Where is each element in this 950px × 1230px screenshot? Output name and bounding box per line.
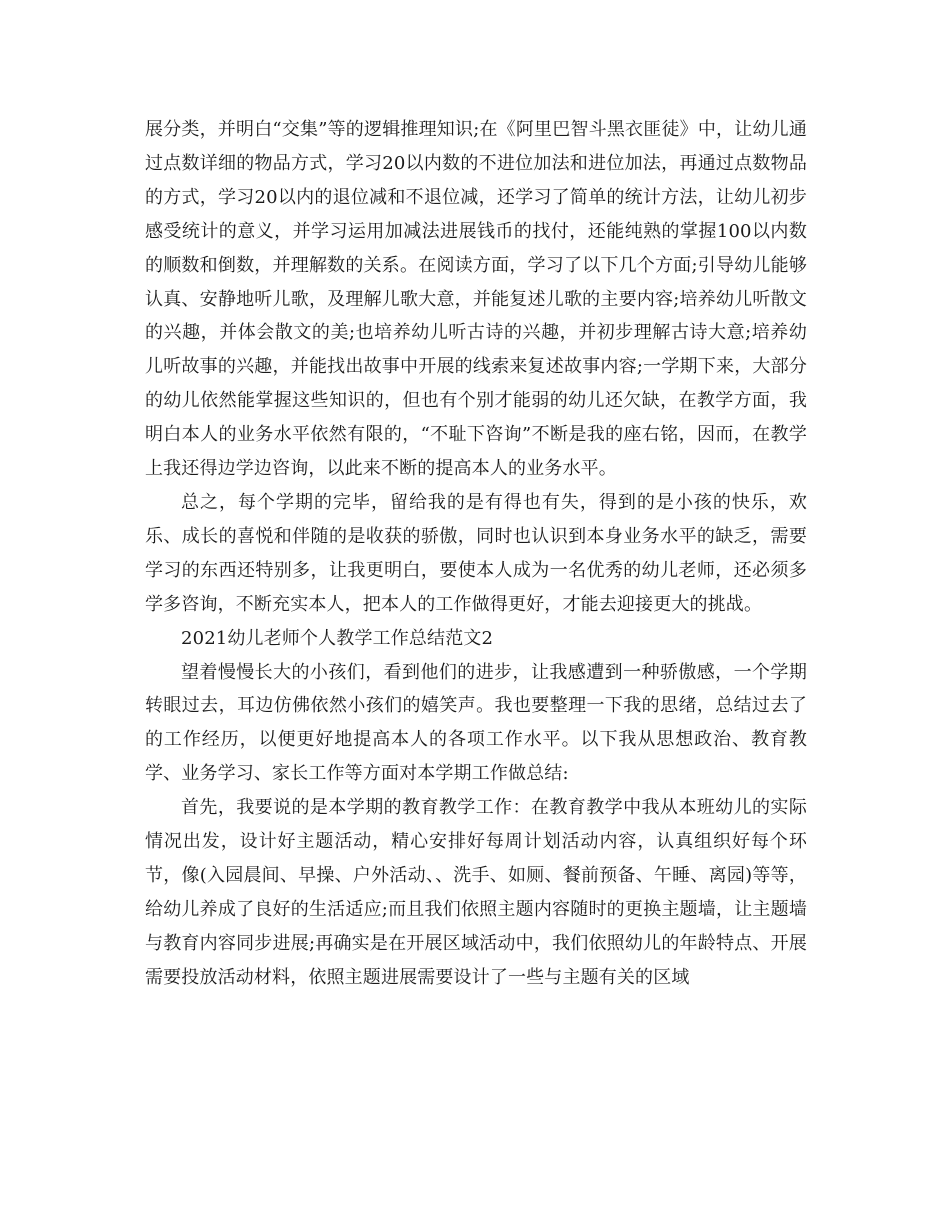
- paragraph-conclusion: 总之，每个学期的完毕，留给我的是有得也有失，得到的是小孩的快乐，欢乐、成长的喜悦和伴随的是收获的骄傲，同时也认识到本身业务水平的缺乏，需要学习的东西还特别多，让我更明白，要使本人成为一名优秀的幼儿老师，还必须多学多咨询，不断充实本人，把本人的工作做得更好，才能去迎接更大的挑战。: [145, 491, 807, 615]
- paragraph-teaching-work: 首先，我要说的是本学期的教育教学工作：在教育教学中我从本班幼儿的实际情况出发，设计好主题活动，精心安排好每周计划活动内容，认真组织好每个环节，像(入园晨间、早操、户外活动、、洗手、如厕、餐前预备、午睡、离园)等等，给幼儿养成了良好的生活适应;而且我们依照主题内容随时的更换主题墙，让主题墙与教育内容同步进展;再确实是在开展区域活动中，我们依照幼儿的年龄特点、开展需要投放活动材料，依照主题进展需要设计了一些与主题有关的区域: [145, 797, 807, 988]
- paragraph-introduction: 望着慢慢长大的小孩们，看到他们的进步，让我感遭到一种骄傲感，一个学期转眼过去，耳边仿佛依然小孩们的嬉笑声。我也要整理一下我的思绪，总结过去了的工作经历，以便更好地提高本人的各项工作水平。以下我从思想政治、教育教学、业务学习、家长工作等方面对本学期工作做总结:: [145, 661, 807, 785]
- section-heading: 2021幼儿老师个人教学工作总结范文2: [181, 627, 494, 649]
- document-body: [145, 113, 807, 995]
- paragraph-math-reading-summary: 展分类，并明白“交集”等的逻辑推理知识;在《阿里巴智斗黑衣匪徒》中，让幼儿通过点数详细的物品方式，学习20以内数的不进位加法和进位加法，再通过点数物品的方式，学习20以内的退位减和不退位减，还学习了简单的统计方法，让幼儿初步感受统计的意义，并学习运用加减法进展钱币的找付，还能纯熟的掌握100以内数的顺数和倒数，并理解数的关系。在阅读方面，学习了以下几个方面;引导幼儿能够认真、安静地听儿歌，及理解儿歌大意，并能复述儿歌的主要内容;培养幼儿听散文的兴趣，并体会散文的美;也培养幼儿听古诗的兴趣，并初步理解古诗大意;培养幼儿听故事的兴趣，并能找出故事中开展的线索来复述故事内容;一学期下来，大部分的幼儿依然能掌握这些知识的，但也有个别才能弱的幼儿还欠缺，在教学方面，我明白本人的业务水平依然有限的，“不耻下咨询”不断是我的座右铭，因而，在教学上我还得边学边咨询，以此来不断的提高本人的业务水平。: [145, 119, 807, 480]
